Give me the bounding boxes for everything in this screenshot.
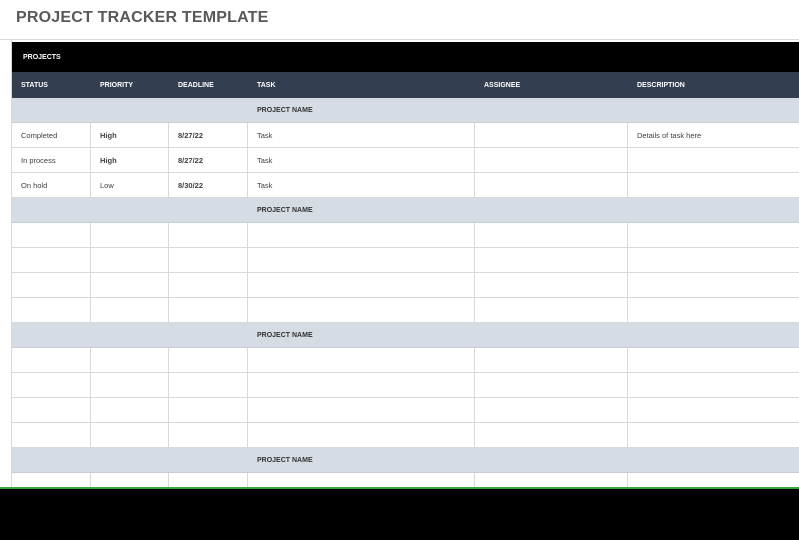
empty-cell[interactable] [12, 298, 91, 322]
empty-cell[interactable] [628, 423, 799, 447]
table-row [12, 298, 799, 323]
empty-cell[interactable] [169, 348, 248, 372]
projects-bar [12, 42, 799, 72]
empty-cell[interactable] [628, 273, 799, 297]
empty-cell[interactable] [475, 248, 628, 272]
project-group-header[interactable] [12, 448, 799, 473]
task-cell[interactable]: Task [248, 148, 475, 172]
deadline-cell[interactable]: 8/27/22 [169, 123, 248, 147]
empty-cell[interactable] [248, 273, 475, 297]
header-priority[interactable]: PRIORITY [100, 81, 134, 89]
empty-cell[interactable] [475, 373, 628, 397]
priority-cell[interactable]: Low [91, 173, 169, 197]
description-cell[interactable]: Details of task here [637, 130, 702, 140]
empty-cell[interactable] [169, 423, 248, 447]
assignee-cell[interactable] [475, 173, 628, 197]
table-row [12, 373, 799, 398]
empty-cell[interactable] [169, 223, 248, 247]
empty-cell[interactable] [91, 248, 169, 272]
project-group-header[interactable] [12, 98, 799, 123]
empty-cell[interactable] [628, 373, 799, 397]
empty-cell[interactable] [248, 348, 475, 372]
empty-cell[interactable] [12, 223, 91, 247]
project-name-label: PROJECT NAME [257, 331, 313, 339]
empty-cell[interactable] [12, 423, 91, 447]
empty-cell[interactable] [475, 223, 628, 247]
status-cell[interactable]: On hold [12, 173, 91, 197]
deadline-cell[interactable]: 8/30/22 [169, 173, 248, 197]
priority-cell[interactable]: High [91, 123, 169, 147]
empty-cell[interactable] [475, 273, 628, 297]
header-assignee[interactable]: ASSIGNEE [484, 81, 521, 89]
header-deadline[interactable]: DEADLINE [178, 81, 214, 89]
table-row [12, 123, 799, 148]
task-cell[interactable]: Task [248, 173, 475, 197]
empty-cell[interactable] [628, 398, 799, 422]
table-row [12, 348, 799, 373]
empty-cell[interactable] [12, 348, 91, 372]
table-row [12, 223, 799, 248]
header-description[interactable]: DESCRIPTION [637, 81, 685, 89]
table-row [12, 248, 799, 273]
table-row [12, 148, 799, 173]
task-cell[interactable]: Task [248, 123, 475, 147]
tracker-table [12, 72, 799, 489]
empty-cell[interactable] [475, 423, 628, 447]
project-name-label: PROJECT NAME [257, 456, 313, 464]
assignee-cell[interactable] [475, 148, 628, 172]
title-divider [0, 39, 799, 40]
description-cell[interactable] [628, 173, 799, 197]
empty-cell[interactable] [475, 398, 628, 422]
empty-cell[interactable] [91, 373, 169, 397]
empty-cell[interactable] [248, 373, 475, 397]
table-row [12, 398, 799, 423]
header-status[interactable]: STATUS [21, 81, 48, 89]
deadline-cell[interactable]: 8/27/22 [169, 148, 248, 172]
empty-cell[interactable] [169, 298, 248, 322]
empty-cell[interactable] [91, 348, 169, 372]
header-task[interactable]: TASK [257, 81, 276, 89]
priority-cell[interactable]: High [91, 148, 169, 172]
empty-cell[interactable] [12, 373, 91, 397]
status-cell[interactable]: Completed [12, 123, 91, 147]
project-group-header[interactable] [12, 323, 799, 348]
empty-cell[interactable] [169, 248, 248, 272]
empty-cell[interactable] [91, 273, 169, 297]
description-cell[interactable] [628, 148, 799, 172]
empty-cell[interactable] [169, 373, 248, 397]
empty-cell[interactable] [91, 398, 169, 422]
empty-cell[interactable] [628, 348, 799, 372]
empty-cell[interactable] [12, 248, 91, 272]
project-group-header[interactable] [12, 198, 799, 223]
selection-border-line [0, 487, 799, 489]
table-row [12, 173, 799, 198]
empty-cell[interactable] [169, 398, 248, 422]
empty-cell[interactable] [628, 298, 799, 322]
empty-cell[interactable] [91, 223, 169, 247]
empty-cell[interactable] [248, 398, 475, 422]
empty-cell[interactable] [12, 398, 91, 422]
empty-cell[interactable] [248, 423, 475, 447]
table-row [12, 273, 799, 298]
projects-label: PROJECTS [23, 53, 61, 61]
empty-cell[interactable] [169, 273, 248, 297]
project-name-label: PROJECT NAME [257, 206, 313, 214]
empty-cell[interactable] [12, 273, 91, 297]
empty-cell[interactable] [628, 223, 799, 247]
empty-cell[interactable] [248, 223, 475, 247]
page-title: PROJECT TRACKER TEMPLATE [16, 9, 269, 26]
header-row [12, 72, 799, 98]
empty-cell[interactable] [475, 298, 628, 322]
empty-cell[interactable] [248, 248, 475, 272]
table-row [12, 423, 799, 448]
assignee-cell[interactable] [475, 123, 628, 147]
project-name-label: PROJECT NAME [257, 106, 313, 114]
empty-cell[interactable] [91, 423, 169, 447]
empty-cell[interactable] [475, 348, 628, 372]
empty-cell[interactable] [91, 298, 169, 322]
status-cell[interactable]: In process [12, 148, 91, 172]
empty-cell[interactable] [248, 298, 475, 322]
empty-cell[interactable] [628, 248, 799, 272]
